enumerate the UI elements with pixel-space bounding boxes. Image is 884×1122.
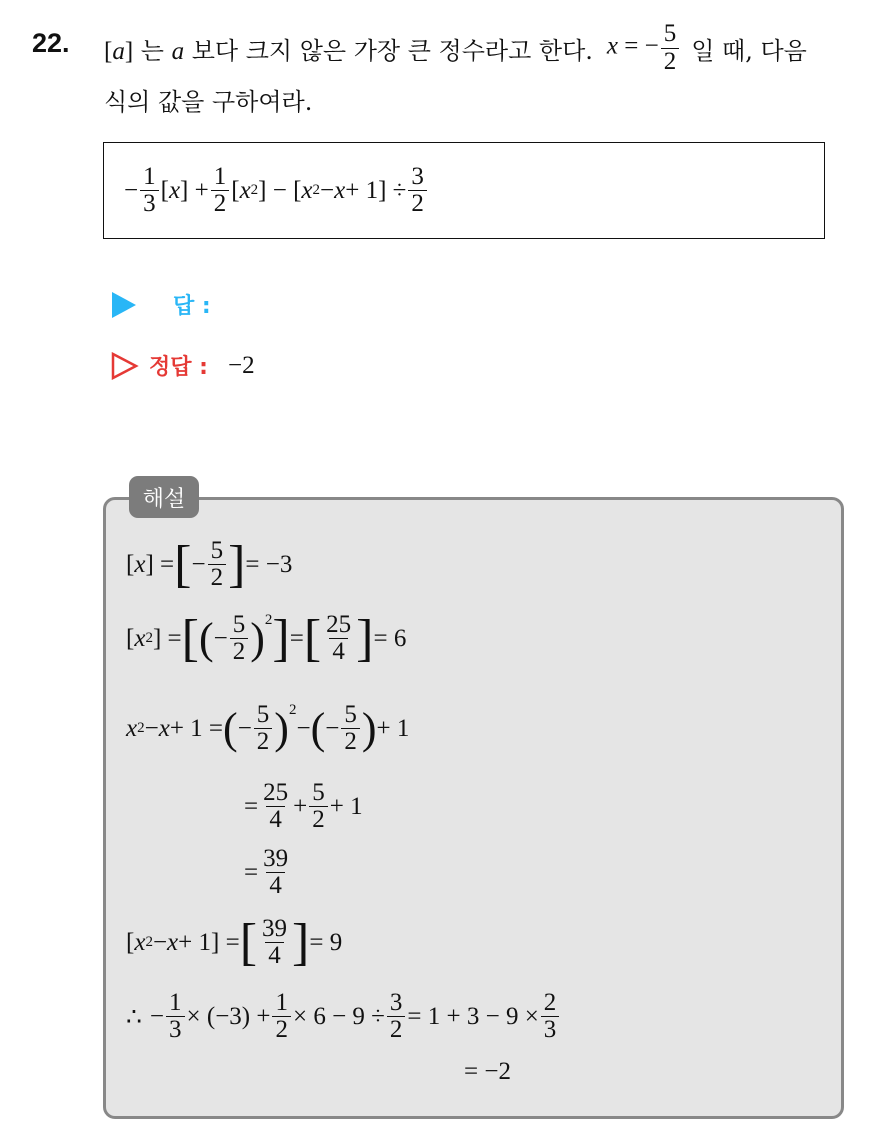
answer-label: 답 : bbox=[173, 294, 211, 319]
solution-line-3: x 2 − x + 1 = ( − $\frac{5}{2}$ ) $^2$ − ( − $\frac{5}{2}$ ) + 1 bbox=[126, 701, 410, 756]
expression: − $\frac{1}{3}$ [ x ] + $\frac{1}{2}$ [ x 2 ] − [ x 2 − x + 1] ÷ $\frac{3}{2}$ bbox=[124, 143, 429, 238]
question-number: 22. bbox=[32, 28, 70, 58]
solution-line-4: = $\frac{25}{4}$ + $\frac{5}{2}$ + 1 bbox=[244, 779, 363, 834]
solution-tag: 해설 bbox=[129, 476, 199, 518]
question-text-line-1 bbox=[104, 18, 807, 78]
question-text-line-2: 식의 값을 구하여라. bbox=[104, 88, 313, 116]
question-text-part-1: [a] 는 a 보다 크지 않은 가장 큰 정수라고 한다. bbox=[104, 36, 593, 65]
solution-line-8: = −2 bbox=[464, 1058, 511, 1085]
expression-box bbox=[103, 142, 825, 239]
solution-line-6: [ x 2 − x + 1] = [ $\frac{39}{4}$ ] = 9 bbox=[126, 913, 343, 971]
answer-row bbox=[111, 289, 211, 320]
solution-line-7: ∴ − $\frac{1}{3}$ × (−3) + $\frac{1}{2}$ × 6 − 9 ÷ $\frac{3}{2}$ = 1 + 3 − 9 × $\frac{2}{3}$ bbox=[126, 990, 561, 1044]
x-value-expression: x = − $\frac{5}{2}$ bbox=[607, 21, 681, 75]
solution-line-5: = $\frac{39}{4}$ bbox=[244, 845, 289, 900]
outline-play-icon bbox=[111, 352, 139, 380]
solution-line-1: [ x ] = [ − $\frac{5}{2}$ ] = −3 bbox=[126, 535, 293, 593]
question-text-part-2: 일 때, 다음 bbox=[691, 36, 807, 65]
play-icon bbox=[111, 291, 137, 319]
correct-answer-value: −2 bbox=[227, 351, 255, 379]
correct-answer-row bbox=[111, 350, 255, 381]
solution-line-2: [ x 2 ] = [ ( − $\frac{5}{2}$ ) $^2$ ] = [ $\frac{25}{4}$ ] = 6 bbox=[126, 609, 407, 667]
correct-answer-label: 정답 : bbox=[149, 355, 208, 380]
